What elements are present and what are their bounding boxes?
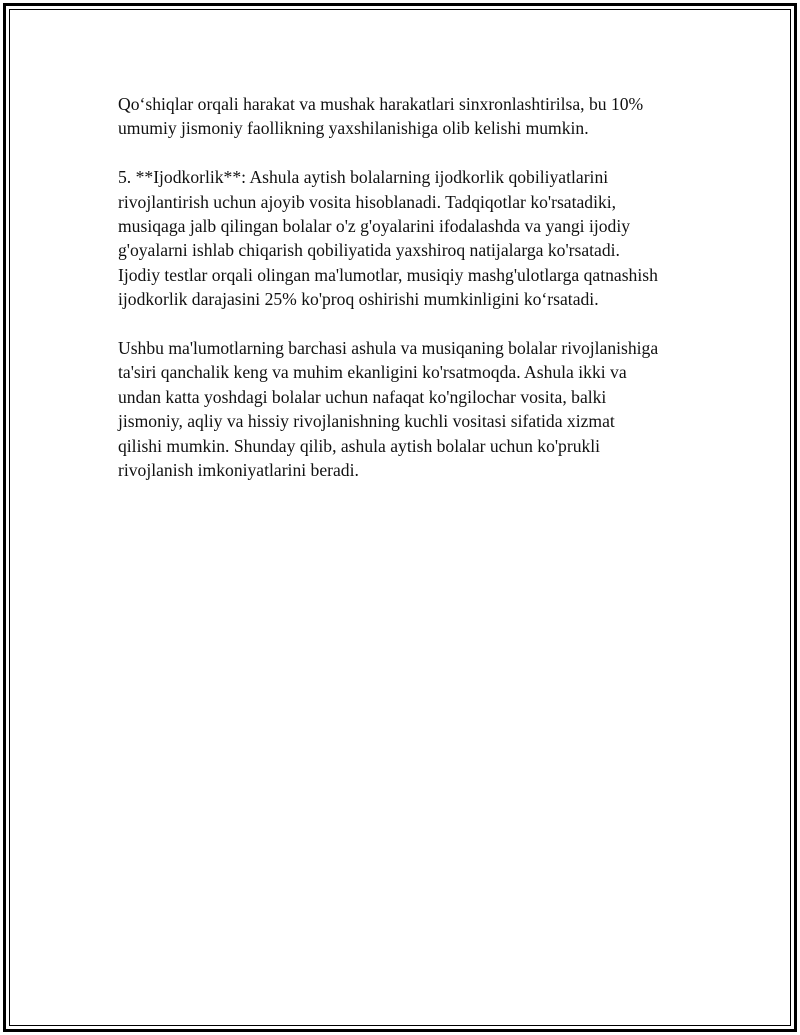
document-page bbox=[3, 3, 797, 1032]
paragraph-physical-activity: Qo‘shiqlar orqali harakat va mushak harakatlari sinxronlashtirilsa, bu 10% umumiy jismoniy faollikning yaxshilanishiga olib kelishi mumkin. bbox=[118, 94, 644, 139]
paragraph-creativity: 5. **Ijodkorlik**: Ashula aytish bolalarning ijodkorlik qobiliyatlarini rivojlantirish uchun ajoyib vosita hisoblanadi. Tadqiqotlar ko'rsatadiki, musiqaga jalb qilingan bolalar o'z g'oyalarini ifodalashda va yangi ijodiy g'oyalarni ishlab chiqarish qobiliyatida yaxshiroq natijalarga ko'rsatadi. Ijodiy testlar orqali olingan ma'lumotlar, musiqiy mashg'ulotlarga qatnashish ijodkorlik darajasini 25% ko'proq oshirishi mumkinligini ko‘rsatadi. bbox=[118, 167, 658, 310]
paragraph-conclusion: Ushbu ma'lumotlarning barchasi ashula va musiqaning bolalar rivojlanishiga ta'siri qanchalik keng va muhim ekanligini ko'rsatmoqda. Ashula ikki va undan katta yoshdagi bolalar uchun nafaqat ko'ngilochar vosita, balki jismoniy, aqliy va hissiy rivojlanishning kuchli vositasi sifatida xizmat qilishi mumkin. Shunday qilib, ashula aytish bolalar uchun ko'prukli rivojlanish imkoniyatlarini beradi. bbox=[118, 338, 659, 481]
document-body bbox=[118, 92, 708, 507]
